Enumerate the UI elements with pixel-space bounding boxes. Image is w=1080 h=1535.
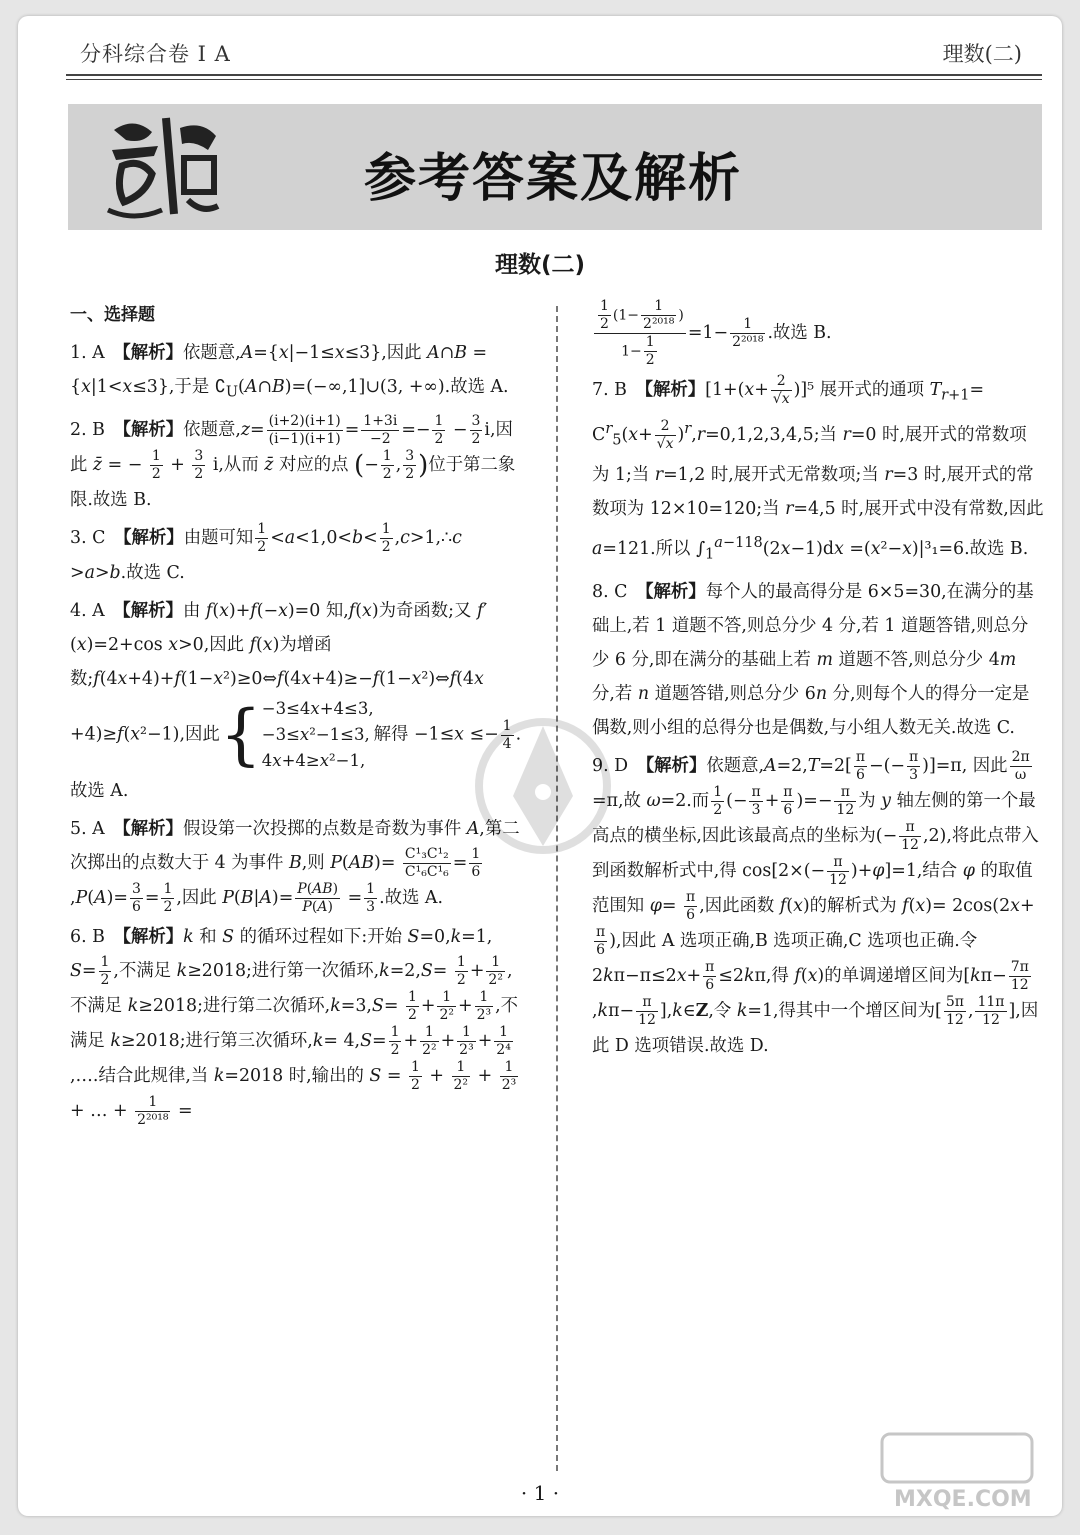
answer-item-2: 2. B 【解析】依题意,z= $\frac{(i+2)(i+1)}{(i-1)(i+1)}$ = $\frac{1+3i}{-2}$ =− $\frac{1}{2}$ − $\frac{3}{2}$ i,因此 z̄ = − $\frac{1}{2}$ + $\frac{3}{2}$ i,从而 z̄ 对应的点 (− $\frac{1}{2}$ , $\frac{3}{2}$ )位于第二象限.故选 B. bbox=[70, 413, 516, 511]
column-divider bbox=[556, 306, 558, 1471]
answer-item-3: 3. C 【解析】由题可知 $\frac{1}{2}$ <a<1,0<b< $\frac{1}{2}$ ,c>1,∴c >a>b.故选 C. bbox=[70, 521, 462, 584]
page-number: · 1 · bbox=[520, 1481, 560, 1505]
answer-item-7: 7. B 【解析】[1+(x+ $\frac{2}{√x}$ )]⁵ 展开式的通项 $T_{r+1}= C^r_5(x+$ $\frac{2}{√x}$ )$^r$,r=0,1,2,3,4,5;当 r=0 时,展开式的常数项为 1;当 r=1,2 时,展开式无常数项;当 r=3 时,展开式的常数项为 12×10=120;当 r=4,5 时,展开式中没有常数,因此 a=121.所以 $\int_1^{a-118}(2x-1)dx =(x^2-x)|^3_1=6$.故选 B. bbox=[592, 373, 1044, 562]
left-column bbox=[70, 298, 522, 1133]
page-subtitle: 理数(二) bbox=[494, 252, 586, 278]
header-rule-thin bbox=[66, 79, 1042, 80]
title-banner bbox=[68, 104, 1042, 230]
banner-title: 参考答案及解析 bbox=[364, 149, 743, 209]
answer-item-6-continued: $\frac{1}{2}$ (1− $\frac{1}{\text{2²⁰¹⁸}}$ ) 1− $\frac{1}{2}$ =1− $\frac{1}{\text{2²⁰¹⁸}}$ .故选 B. bbox=[592, 298, 1044, 369]
site-watermark-logo bbox=[872, 1426, 1052, 1516]
answer-item-1: 1. A 【解析】依题意,A={x|−1≤x≤3},因此 A∩B ={x|1<x≤3},于是 $∁_U(A\cap B)=(-\infty,1]\cup(3$, +∞).故选 A. bbox=[70, 343, 509, 401]
answer-item-9: 9. D 【解析】依题意,A=2,T=2[ $\frac{\pi}{6}$ −(− $\frac{\pi}{3}$ )]=π, 因此 $\frac{2\pi}{\omega}$ =π,故 ω=2.而 $\frac{1}{2}$ (− $\frac{\pi}{3}$ + $\frac{\pi}{6}$ )=− $\frac{\pi}{12}$ 为 y 轴左侧的第一个最高点的横坐标,因此该最高点的坐标为(− $\frac{\pi}{12}$ ,2),将此点带入到函数解析式中,得 cos[2×(− $\frac{\pi}{12}$ )+φ]=1,结合 φ 的取值范围知 φ= $\frac{\pi}{6}$ ,因此函数 f(x)的解析式为 f(x)= 2cos(2x+ $\frac{\pi}{6}$ ),因此 A 选项正确,B 选项正确,C 选项也正确.令 2kπ−π≤2x+ $\frac{\pi}{6}$ ≤2kπ,得 f(x)的单调递增区间为[kπ− $\frac{7\pi}{12}$ ,kπ− $\frac{\pi}{12}$ ],k∈Z,令 k=1,得其中一个增区间为[ $\frac{5\pi}{12}$ , $\frac{11\pi}{12}$ ],因此 D 选项错误.故选 D. bbox=[592, 749, 1039, 1056]
header-subject: 理数(二) bbox=[942, 42, 1022, 66]
answer-item-8: 8. C 【解析】每个人的最高得分是 6×5=30,在满分的基础上,若 1 道题不答,则总分少 4 分,若 1 道题答错,则总分少 6 分,即在满分的基础上若 m 道题不答,则总分少 4m 分,若 n 道题答错,则总分少 6n 分,则每个人的得分一定是偶数,则小组的总得分也是偶数,与小组人数无关.故选 C. bbox=[592, 582, 1034, 738]
calligraphy-seal-logo bbox=[104, 110, 224, 222]
section-heading: 一、选择题 bbox=[70, 305, 155, 325]
watermark-text: MXQE.COM bbox=[894, 1487, 1032, 1512]
right-column bbox=[592, 298, 1044, 1067]
answer-item-5: 5. A 【解析】假设第一次投掷的点数是奇数为事件 A,第二次掷出的点数大于 4 为事件 B,则 P(AB)= $\frac{\text{C¹₃C¹₂}}{\text{C¹₆C¹₆}}$ = $\frac{1}{6}$ ,P(A)= $\frac{3}{6}$ = $\frac{1}{2}$ ,因此 P(B|A)= $\frac{P(AB)}{P(A)}$ = $\frac{1}{3}$ .故选 A. bbox=[70, 819, 520, 916]
header-rule bbox=[66, 74, 1042, 76]
answer-sheet-page bbox=[18, 16, 1062, 1516]
header-exam-name: 分科综合卷 I A bbox=[80, 42, 231, 66]
pen-nib-watermark-icon bbox=[473, 706, 613, 866]
answer-item-6: 6. B 【解析】k 和 S 的循环过程如下:开始 S=0,k=1, S= $\frac{1}{2}$ ,不满足 k≥2018;进行第一次循环,k=2,S= $\frac{1}{2}$ + $\frac{1}{\text{2²}}$ ,不满足 k≥2018;进行第二次循环,k=3,S= $\frac{1}{2}$ + $\frac{1}{\text{2²}}$ + $\frac{1}{\text{2³}}$ ,不满足 k≥2018;进行第三次循环,k= 4,S= $\frac{1}{2}$ + $\frac{1}{\text{2²}}$ + $\frac{1}{\text{2³}}$ + $\frac{1}{\text{2⁴}}$ ,….结合此规律,当 k=2018 时,输出的 S = $\frac{1}{2}$ + $\frac{1}{\text{2²}}$ + $\frac{1}{\text{2³}}$ + … + $\frac{1}{\text{2²⁰¹⁸}}$ = bbox=[70, 927, 519, 1129]
answer-item-4: 4. A 【解析】由 f(x)+f(−x)=0 知,f(x)为奇函数;又 f′(x)=2+cos x>0,因此 f(x)为增函数;f(4x+4)+f(1−x²)≥0⇔f(4x+4)≥−f(1−x²)⇔f(4x +4)≥f(x²−1),因此{−3≤4x+4≤3, −3≤x²−1≤3, 4x+4≥x²−1,解得 −1≤x ≤− $\frac{1}{4}$ .故选 A. bbox=[70, 601, 522, 802]
